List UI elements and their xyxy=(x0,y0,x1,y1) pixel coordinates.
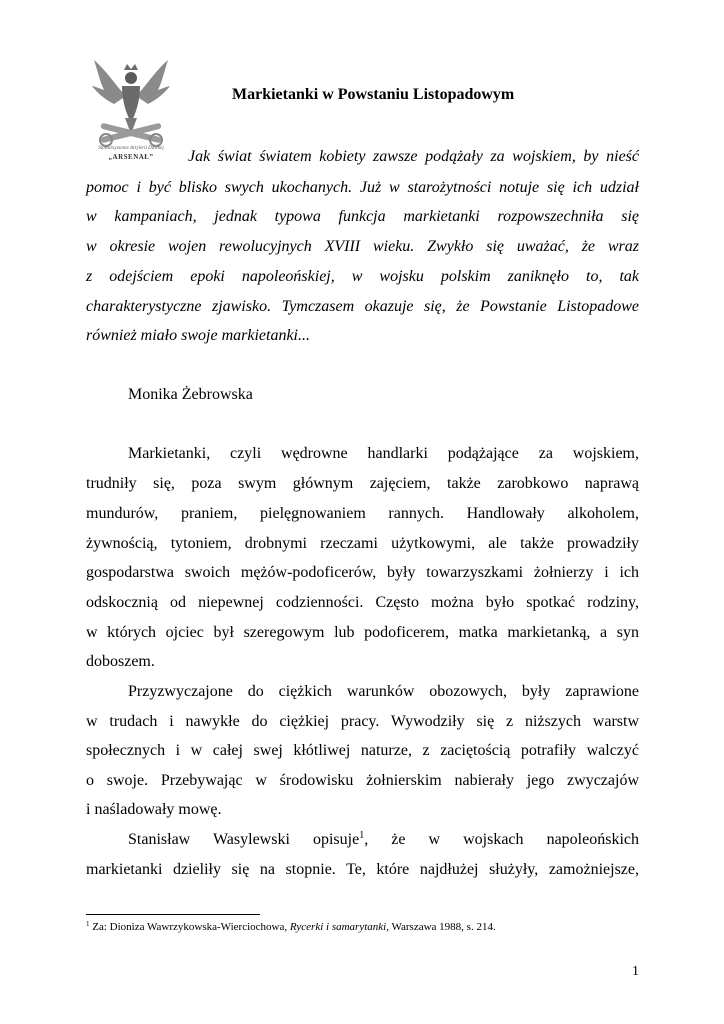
body-line: o swoje. Przebywając w środowisku żołnierskim nabierały jego zwyczajów xyxy=(86,772,639,789)
intro-line: charakterystyczne zjawisko. Tymczasem okazuje się, że Powstanie Listopadowe xyxy=(86,298,639,315)
footnote xyxy=(86,920,496,934)
body-line: trudniły się, poza swym głównym zajęciem, także zarobkowo naprawą xyxy=(86,475,639,492)
text-segment: , że w wojskach napoleońskich xyxy=(364,831,640,848)
footnote-number: 1 xyxy=(86,920,90,928)
body-line: w trudach i nawykłe do ciężkiej pracy. Wywodziły się z niższych warstw xyxy=(86,713,639,730)
body-line: i naśladowały mowę. xyxy=(86,801,222,818)
intro-line: pomoc i być blisko swych ukochanych. Już w starożytności notuje się ich udział xyxy=(86,179,639,196)
body-line: odskocznią od niepewnej codzienności. Często można było spotkać rodziny, xyxy=(86,594,639,611)
body-line: w których ojciec był szeregowym lub podoficerem, matka markietanką, a syn xyxy=(86,624,639,641)
footnote-book-title: Rycerki i samarytanki xyxy=(289,921,387,933)
intro-line: również miało swoje markietanki... xyxy=(86,327,310,344)
body-line: Przyzwyczajone do ciężkich warunków obozowych, były zaprawione xyxy=(128,683,639,700)
footnote-reference[interactable]: 1 xyxy=(359,830,365,841)
body-line: żywnością, tytoniem, drobnymi rzeczami użytkowymi, ale także prowadziły xyxy=(86,535,639,552)
intro-line: w okresie wojen rewolucyjnych XVIII wieku. Zwykło się uważać, że wraz xyxy=(86,238,639,255)
logo-caption-society: Stowarzyszenie Artylerii Dawnej xyxy=(98,146,164,151)
body-line: mundurów, praniem, pielęgnowaniem rannych. Handlowały alkoholem, xyxy=(86,505,639,522)
body-line: gospodarstwa swoich mężów-podoficerów, były towarzyszkami żołnierzy i ich xyxy=(86,564,639,581)
body-line: markietanki dzieliły się na stopnie. Te, które najdłużej służyły, zamożniejsze, xyxy=(86,861,639,878)
intro-line: z odejściem epoki napoleońskiej, w wojsku polskim zaniknęło to, tak xyxy=(86,268,639,285)
footnote-separator xyxy=(86,914,260,915)
footnote-text: , Warszawa 1988, s. 214. xyxy=(386,921,496,933)
page-number: 1 xyxy=(632,964,639,979)
intro-line: Jak świat światem kobiety zawsze podążały za wojskiem, by nieść xyxy=(188,148,639,165)
body-line: społecznych i w całej swej kłótliwej naturze, z zaciętością potrafiły walczyć xyxy=(86,742,639,759)
body-line: Markietanki, czyli wędrowne handlarki podążające za wojskiem, xyxy=(128,445,639,462)
document-title: Markietanki w Powstaniu Listopadowym xyxy=(232,86,515,103)
text-segment: Stanisław Wasylewski opisuje xyxy=(128,831,360,848)
body-line: doboszem. xyxy=(86,653,155,670)
intro-line: w kampaniach, jednak typowa funkcja markietanki rozpowszechniła się xyxy=(86,208,639,225)
footnote-text: Za: Dioniza Wawrzykowska-Wierciochowa, xyxy=(89,921,290,933)
body-line-with-footnote xyxy=(128,830,639,850)
arsenal-eagle-logo xyxy=(88,56,174,168)
logo-caption-arsenal: „ARSENAŁ” xyxy=(108,153,154,161)
author-name: Monika Żebrowska xyxy=(128,386,253,403)
